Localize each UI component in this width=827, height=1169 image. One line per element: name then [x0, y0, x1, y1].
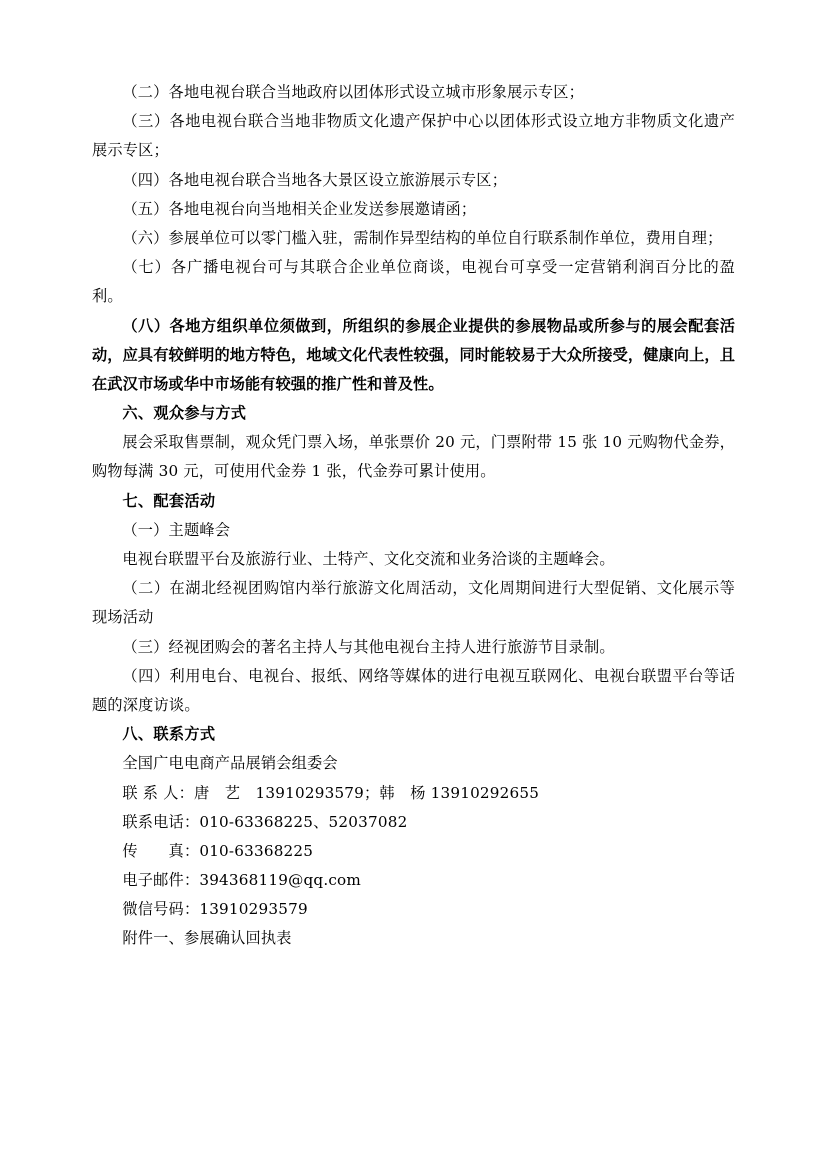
paragraph-item-8-bold: （八）各地方组织单位须做到，所组织的参展企业提供的参展物品或所参与的展会配套活动，应具有较鲜明的地方特色，地域文化代表性较强，同时能较易于大众所接受，健康向上，且在武汉市场或华中市场能有较强的推广性和普及性。	[92, 316, 735, 393]
attachment-note: 附件一、参展确认回执表	[122, 929, 292, 948]
contact-wechat: 微信号码：13910293579	[122, 900, 308, 919]
paragraph-item-7: （七）各广播电视台可与其联合企业单位商谈，电视台可享受一定营销利润百分比的盈利。	[92, 258, 735, 306]
contact-persons: 联 系 人：唐 艺 13910293579；韩 杨 13910292655	[122, 783, 540, 802]
contact-email: 电子邮件：394368119@qq.com	[122, 871, 362, 890]
paragraph-item-5: （五）各地电视台向当地相关企业发送参展邀请函；	[122, 199, 477, 218]
paragraph-item-4: （四）各地电视台联合当地各大景区设立旅游展示专区；	[122, 170, 508, 189]
section-seven-item-3: （三）经视团购会的著名主持人与其他电视台主持人进行旅游节目录制。	[122, 637, 615, 656]
section-six-paragraph: 展会采取售票制，观众凭门票入场，单张票价 20 元，门票附带 15 张 10 元购物代金券，购物每满 30 元，可使用代金券 1 张，代金券可累计使用。	[92, 433, 735, 481]
paragraph-item-6: （六）参展单位可以零门槛入驻，需制作异型结构的单位自行联系制作单位，费用自理；	[122, 228, 723, 247]
document-body	[92, 78, 735, 954]
section-seven-item-2: （二）在湖北经视团购馆内举行旅游文化周活动，文化周期间进行大型促销、文化展示等现场活动	[92, 579, 735, 627]
section-seven-item-4: （四）利用电台、电视台、报纸、网络等媒体的进行电视互联网化、电视台联盟平台等话题的深度访谈。	[92, 666, 735, 714]
section-seven-item-1: （一）主题峰会	[122, 520, 231, 539]
paragraph-item-3: （三）各地电视台联合当地非物质文化遗产保护中心以团体形式设立地方非物质文化遗产展示专区；	[92, 112, 735, 160]
contact-organizer: 全国广电电商产品展销会组委会	[122, 754, 338, 773]
contact-fax: 传 真：010-63368225	[122, 841, 314, 860]
section-heading-six: 六、观众参与方式	[122, 404, 247, 423]
section-heading-seven: 七、配套活动	[122, 491, 216, 510]
contact-phone: 联系电话：010-63368225、52037082	[122, 812, 408, 831]
paragraph-item-2: （二）各地电视台联合当地政府以团体形式设立城市形象展示专区；	[122, 83, 585, 101]
section-seven-item-1-detail: 电视台联盟平台及旅游行业、土特产、文化交流和业务洽谈的主题峰会。	[122, 550, 615, 568]
section-heading-eight: 八、联系方式	[122, 725, 216, 744]
